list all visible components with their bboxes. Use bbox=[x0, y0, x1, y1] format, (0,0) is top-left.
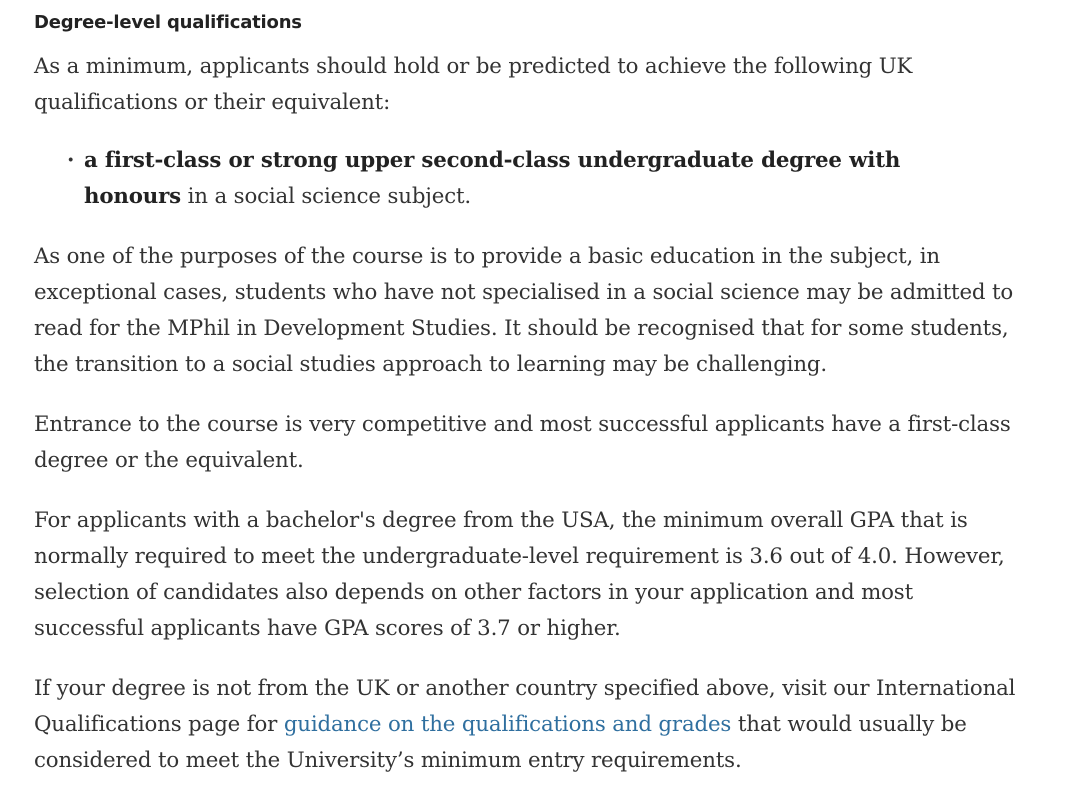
entrance-line-2: degree or the equivalent. bbox=[34, 448, 304, 473]
purpose-line-2: exceptional cases, students who have not specialised in a social science may be admitted to bbox=[34, 280, 1014, 305]
purpose-line-1: As one of the purposes of the course is to provide a basic education in the subject, in bbox=[34, 244, 940, 269]
list-item bbox=[34, 143, 924, 215]
section-heading: Degree-level qualifications bbox=[34, 12, 302, 33]
usa-line-1: For applicants with a bachelor's degree from the USA, the minimum overall GPA that is bbox=[34, 508, 968, 533]
requirement-bold-line-1: a first-class or strong upper second-class undergraduate degree with bbox=[84, 148, 901, 173]
entrance-line-1: Entrance to the course is very competitive and most successful applicants have a first-class bbox=[34, 412, 1011, 437]
requirements-list bbox=[34, 143, 1044, 215]
purpose-line-3: read for the MPhil in Development Studies. It should be recognised that for some students, bbox=[34, 316, 1009, 341]
international-line-2-after: that would usually be bbox=[731, 712, 967, 737]
international-line-1: If your degree is not from the UK or another country specified above, visit our International bbox=[34, 676, 1016, 701]
qualifications-guidance-link[interactable]: guidance on the qualifications and grades bbox=[283, 712, 732, 737]
requirement-rest: in a social science subject. bbox=[181, 184, 472, 209]
international-paragraph bbox=[34, 671, 1044, 779]
intro-line-2: qualifications or their equivalent: bbox=[34, 90, 391, 115]
usa-line-2: normally required to meet the undergraduate-level requirement is 3.6 out of 4.0. However, bbox=[34, 544, 1005, 569]
international-line-2-before: Qualifications page for bbox=[34, 712, 284, 737]
qualifications-section bbox=[34, 0, 1044, 779]
requirement-bold-line-2: honours bbox=[84, 184, 182, 209]
intro-paragraph bbox=[34, 49, 1044, 121]
usa-gpa-paragraph bbox=[34, 503, 1044, 647]
usa-line-3: selection of candidates also depends on other factors in your application and most bbox=[34, 580, 913, 605]
usa-line-4: successful applicants have GPA scores of 3.7 or higher. bbox=[34, 616, 621, 641]
purpose-line-4: the transition to a social studies approach to learning may be challenging. bbox=[34, 352, 828, 377]
entrance-paragraph bbox=[34, 407, 1044, 479]
international-line-3: considered to meet the University’s minimum entry requirements. bbox=[34, 748, 742, 773]
purpose-paragraph bbox=[34, 239, 1044, 383]
intro-line-1: As a minimum, applicants should hold or be predicted to achieve the following UK bbox=[34, 54, 913, 79]
bullet-marker: · bbox=[67, 148, 75, 173]
